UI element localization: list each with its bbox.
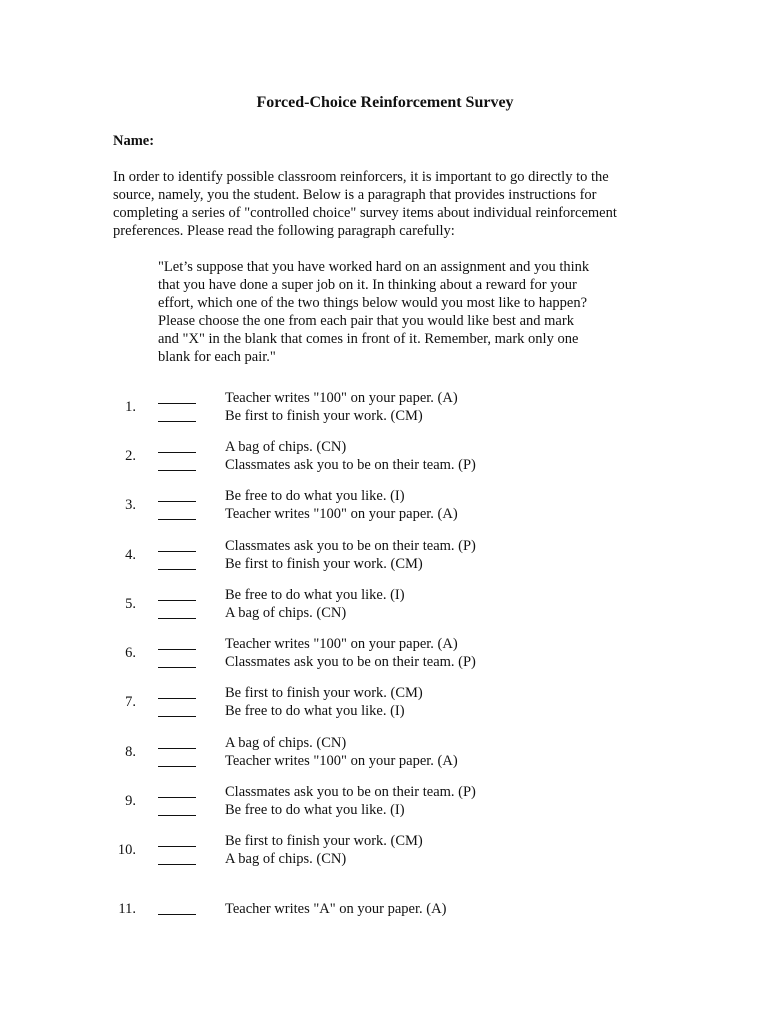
answer-blank[interactable] bbox=[158, 501, 196, 502]
intro-line: In order to identify possible classroom reinforcers, it is important to go directly to the bbox=[113, 169, 609, 185]
choice-option: Teacher writes "100" on your paper. (A) bbox=[225, 753, 458, 769]
choice-option: Be free to do what you like. (I) bbox=[225, 802, 405, 818]
quote-line: and "X" in the blank that comes in front of it. Remember, mark only one bbox=[158, 331, 579, 347]
answer-blank[interactable] bbox=[158, 551, 196, 552]
choice-option: Classmates ask you to be on their team. (P) bbox=[225, 457, 476, 473]
item-number: 8. bbox=[125, 744, 136, 760]
choice-option: Be first to finish your work. (CM) bbox=[225, 556, 423, 572]
survey-item-6 bbox=[0, 636, 770, 672]
survey-item-5 bbox=[0, 587, 770, 623]
item-number: 5. bbox=[125, 596, 136, 612]
choice-option: Be first to finish your work. (CM) bbox=[225, 833, 423, 849]
choice-option: A bag of chips. (CN) bbox=[225, 851, 347, 867]
item-number: 1. bbox=[125, 399, 136, 415]
survey-item-10 bbox=[0, 833, 770, 869]
answer-blank[interactable] bbox=[158, 797, 196, 798]
choice-option: Classmates ask you to be on their team. (P) bbox=[225, 538, 476, 554]
item-number: 9. bbox=[125, 793, 136, 809]
quote-line: effort, which one of the two things below would you most like to happen? bbox=[158, 295, 588, 311]
survey-item-1 bbox=[0, 390, 770, 426]
choice-option: Classmates ask you to be on their team. (P) bbox=[225, 784, 476, 800]
answer-blank[interactable] bbox=[158, 815, 196, 816]
choice-option: Teacher writes "100" on your paper. (A) bbox=[225, 636, 458, 652]
answer-blank[interactable] bbox=[158, 600, 196, 601]
answer-blank[interactable] bbox=[158, 421, 196, 422]
answer-blank[interactable] bbox=[158, 667, 196, 668]
item-number: 2. bbox=[125, 448, 136, 464]
item-number: 6. bbox=[125, 645, 136, 661]
answer-blank[interactable] bbox=[158, 846, 196, 847]
quote-line: "Let’s suppose that you have worked hard on an assignment and you think bbox=[158, 259, 590, 275]
choice-option: A bag of chips. (CN) bbox=[225, 735, 347, 751]
survey-item-9 bbox=[0, 784, 770, 820]
answer-blank[interactable] bbox=[158, 519, 196, 520]
choice-option: Be free to do what you like. (I) bbox=[225, 488, 405, 504]
survey-item-7 bbox=[0, 685, 770, 721]
item-number: 3. bbox=[125, 497, 136, 513]
quote-line: blank for each pair." bbox=[158, 349, 276, 365]
survey-item-11 bbox=[0, 901, 770, 937]
answer-blank[interactable] bbox=[158, 470, 196, 471]
item-number: 7. bbox=[125, 694, 136, 710]
intro-paragraph bbox=[113, 168, 653, 240]
survey-item-4 bbox=[0, 538, 770, 574]
answer-blank[interactable] bbox=[158, 864, 196, 865]
choice-option: Teacher writes "A" on your paper. (A) bbox=[225, 901, 447, 917]
survey-item-8 bbox=[0, 735, 770, 771]
instructions-quote bbox=[158, 258, 628, 366]
quote-line: Please choose the one from each pair that you would like best and mark bbox=[158, 313, 574, 329]
answer-blank[interactable] bbox=[158, 698, 196, 699]
answer-blank[interactable] bbox=[158, 403, 196, 404]
intro-line: completing a series of "controlled choice" survey items about individual reinforcement bbox=[113, 205, 617, 221]
choice-option: A bag of chips. (CN) bbox=[225, 605, 347, 621]
choice-option: Classmates ask you to be on their team. (P) bbox=[225, 654, 476, 670]
intro-line: source, namely, you the student. Below is a paragraph that provides instructions for bbox=[113, 187, 597, 203]
choice-option: Be free to do what you like. (I) bbox=[225, 703, 405, 719]
answer-blank[interactable] bbox=[158, 452, 196, 453]
answer-blank[interactable] bbox=[158, 649, 196, 650]
choice-option: Be first to finish your work. (CM) bbox=[225, 408, 423, 424]
choice-option: Be free to do what you like. (I) bbox=[225, 587, 405, 603]
quote-line: that you have done a super job on it. In thinking about a reward for your bbox=[158, 277, 577, 293]
choice-option: A bag of chips. (CN) bbox=[225, 439, 347, 455]
survey-item-2 bbox=[0, 439, 770, 475]
choice-option: Teacher writes "100" on your paper. (A) bbox=[225, 390, 458, 406]
answer-blank[interactable] bbox=[158, 569, 196, 570]
choice-option: Be first to finish your work. (CM) bbox=[225, 685, 423, 701]
item-number: 10. bbox=[117, 842, 136, 858]
page-title: Forced-Choice Reinforcement Survey bbox=[256, 94, 514, 111]
answer-blank[interactable] bbox=[158, 618, 196, 619]
answer-blank[interactable] bbox=[158, 748, 196, 749]
answer-blank[interactable] bbox=[158, 716, 196, 717]
answer-blank[interactable] bbox=[158, 766, 196, 767]
answer-blank[interactable] bbox=[158, 914, 196, 915]
survey-item-3 bbox=[0, 488, 770, 524]
item-number: 11. bbox=[118, 901, 136, 917]
item-number: 4. bbox=[125, 547, 136, 563]
name-label: Name: bbox=[113, 133, 155, 149]
choice-option: Teacher writes "100" on your paper. (A) bbox=[225, 506, 458, 522]
intro-line: preferences. Please read the following paragraph carefully: bbox=[113, 223, 455, 239]
